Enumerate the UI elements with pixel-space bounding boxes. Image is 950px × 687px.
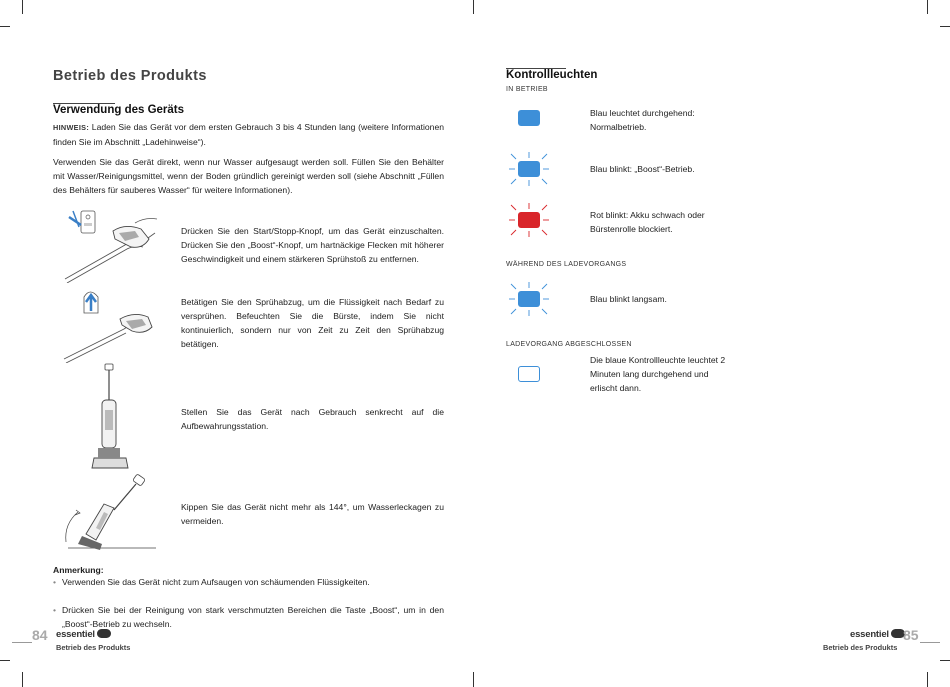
indicator-5-text: Die blaue Kontrollleuchte leuchtet 2 Minuten lang durchgehend und erlischt dann. <box>590 355 726 393</box>
sub-ladevorgang: WÄHREND DES LADEVORGANGS <box>506 261 627 268</box>
hinweis-paragraph <box>53 120 444 149</box>
led-blue-blink-icon <box>505 150 553 188</box>
led-blue-solid-icon <box>518 110 540 126</box>
storage-station-illustration <box>88 362 132 472</box>
note-title: Anmerkung: <box>53 565 104 575</box>
note-item-1: • Verwenden Sie das Gerät nicht zum Aufsaugen von schäumenden Flüssigkeiten. <box>53 575 444 589</box>
hinweis-text: Laden Sie das Gerät vor dem ersten Gebrauch 3 bis 4 Stunden lang (weitere Informationen finden Sie im Abschnitt „Ladehinweise“). <box>53 122 445 147</box>
step-3-text: Stellen Sie das Gerät nach Gebrauch senkrecht auf die Aufbewahrungsstation. <box>181 407 444 431</box>
indicator-4-text: Blau blinkt langsam. <box>590 294 667 304</box>
step-4-text: Kippen Sie das Gerät nicht mehr als 144°, um Wasserleckagen zu vermeiden. <box>181 502 444 526</box>
spray-trigger-illustration <box>60 283 160 363</box>
note-item-2: • Drücken Sie bei der Reinigung von stark verschmutzten Bereichen die Taste „Boost“, um in den „Boost“-Betrieb zu wechseln. <box>53 603 444 631</box>
tilt-angle-illustration <box>58 472 158 552</box>
led-red-blink-icon <box>505 201 553 239</box>
sub-in-betrieb: IN BETRIEB <box>506 86 548 93</box>
step-1-text: Drücken Sie den Start/Stopp-Knopf, um das Gerät einzuschalten. Drücken Sie den „Boost“-Knopf, um hartnäckige Flecken mit höherer Geschwindigkeit und einem stärkeren Sprühstoß zu entfernen. <box>181 226 444 264</box>
step-2-text: Betätigen Sie den Sprühabzug, um die Flüssigkeit nach Bedarf zu versprühen. Befeuchten Sie die Bürste, indem Sie nicht kontinuierlich, sondern nur von Zeit zu Zeit den Sprühabzug betätigen. <box>181 297 444 349</box>
intro-paragraph: Verwenden Sie das Gerät direkt, wenn nur Wasser aufgesaugt werden soll. Füllen Sie den Behälter mit Wasser/Reinigungsmittel, wenn der Boden gründlich gereinigt werden soll (siehe Abschnitt „Füllen des Behälters für sauberes Wasser“ für weitere Informationen). <box>53 157 444 195</box>
section-title: Verwendung des Geräts <box>53 104 185 116</box>
page-number-left: 84 <box>32 627 48 643</box>
hand-button-illustration <box>55 203 160 283</box>
brand-mark-icon <box>97 629 111 638</box>
footer-right: Betrieb des Produkts <box>823 643 898 652</box>
led-blue-slow-blink-icon <box>505 280 553 318</box>
page-number-right: 85 <box>903 627 919 643</box>
led-off-icon <box>518 366 540 382</box>
indicators-title: Kontrollleuchten <box>506 69 598 81</box>
indicator-2-text: Blau blinkt: „Boost“-Betrieb. <box>590 164 695 174</box>
page-heading: Betrieb des Produkts <box>53 68 207 84</box>
brand-logo-right: essentiel <box>850 629 905 640</box>
indicator-1-text: Blau leuchtet durchgehend: Normalbetrieb. <box>590 108 695 132</box>
footer-left: Betrieb des Produkts <box>56 643 131 652</box>
indicator-3-text: Rot blinkt: Akku schwach oder Bürstenrolle blockiert. <box>590 210 705 234</box>
hinweis-label: HINWEIS: <box>53 123 90 132</box>
brand-logo-left: essentiel <box>56 629 111 640</box>
sub-abgeschlossen: LADEVORGANG ABGESCHLOSSEN <box>506 341 632 348</box>
